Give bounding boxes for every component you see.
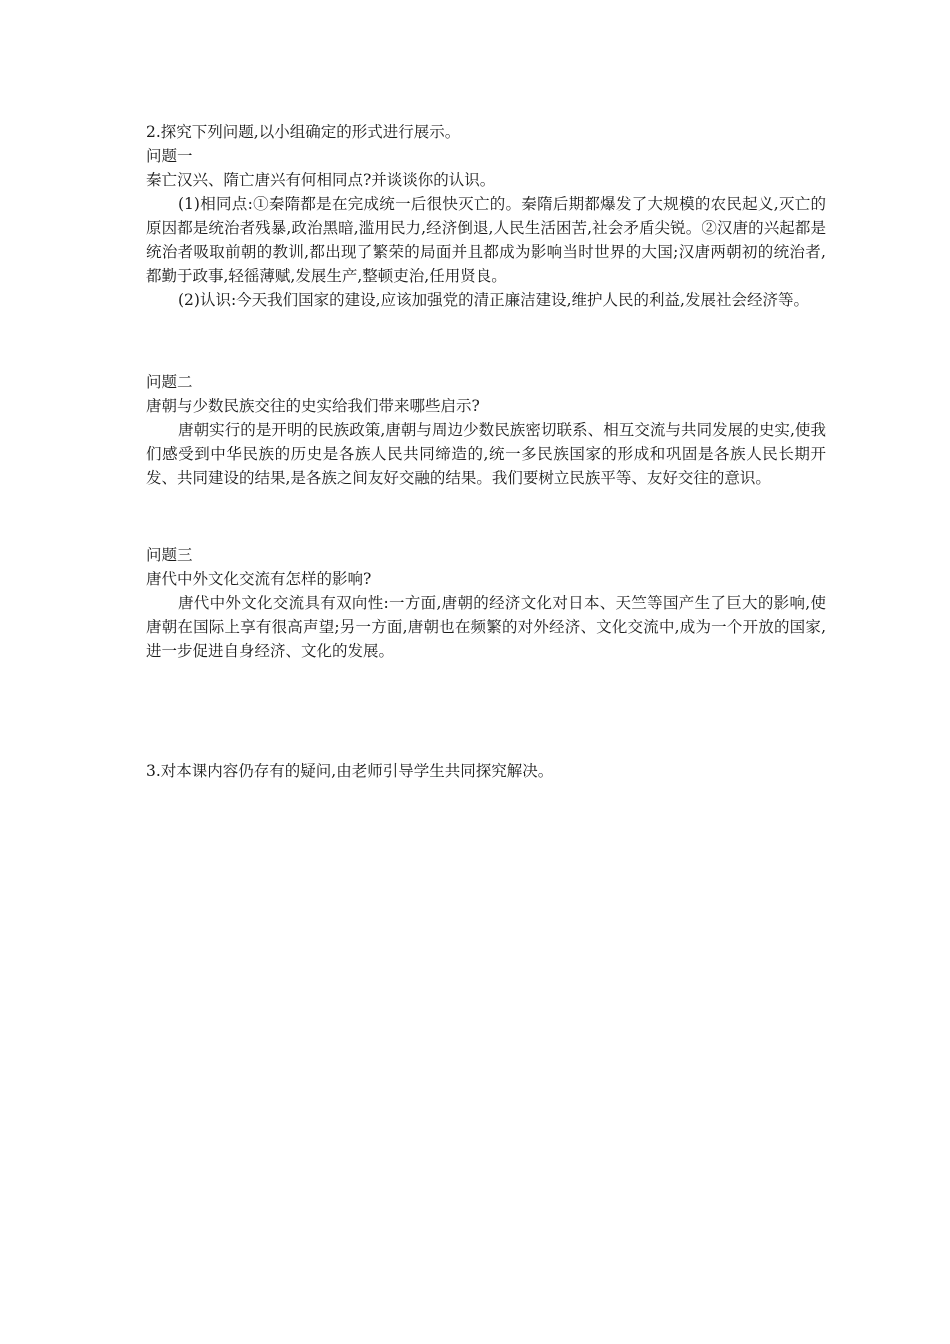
question-3-title: 问题三 (146, 546, 193, 564)
question-2-title: 问题二 (146, 373, 193, 391)
spacer (146, 490, 826, 543)
section-2-heading: 2.探究下列问题,以小组确定的形式进行展示。 (146, 123, 461, 141)
section-3-heading: 3.对本课内容仍存有的疑问,由老师引导学生共同探究解决。 (146, 762, 554, 780)
question-1-text: 秦亡汉兴、隋亡唐兴有何相同点?并谈谈你的认识。 (146, 171, 496, 189)
question-2-answer: 唐朝实行的是开明的民族政策,唐朝与周边少数民族密切联系、相互交流与共同发展的史实,使我们感受到中华民族的历史是各族人民共同缔造的,统一多民族国家的形成和巩固是各族人民长期开发、共同建设的结果,是各族之间友好交融的结果。我们要树立民族平等、友好交往的意识。 (146, 421, 826, 487)
spacer (146, 663, 826, 759)
question-1-answer-2: (2)认识:今天我们国家的建设,应该加强党的清正廉洁建设,维护人民的利益,发展社会经济等。 (178, 291, 809, 309)
question-3-answer: 唐代中外文化交流具有双向性:一方面,唐朝的经济文化对日本、天竺等国产生了巨大的影响,使唐朝在国际上享有很高声望;另一方面,唐朝也在频繁的对外经济、文化交流中,成为一个开放的国家,进一步促进自身经济、文化的发展。 (146, 594, 826, 660)
spacer (146, 312, 826, 370)
question-1-title: 问题一 (146, 147, 193, 165)
question-2-text: 唐朝与少数民族交往的史实给我们带来哪些启示? (146, 397, 480, 415)
document-body (146, 120, 826, 783)
question-3-text: 唐代中外文化交流有怎样的影响? (146, 570, 372, 588)
question-1-answer-1: (1)相同点:①秦隋都是在完成统一后很快灭亡的。秦隋后期都爆发了大规模的农民起义,灭亡的原因都是统治者残暴,政治黑暗,滥用民力,经济倒退,人民生活困苦,社会矛盾尖锐。②汉唐的兴起都是统治者吸取前朝的教训,都出现了繁荣的局面并且都成为影响当时世界的大国;汉唐两朝初的统治者,都勤于政事,轻徭薄赋,发展生产,整顿吏治,任用贤良。 (146, 195, 826, 285)
